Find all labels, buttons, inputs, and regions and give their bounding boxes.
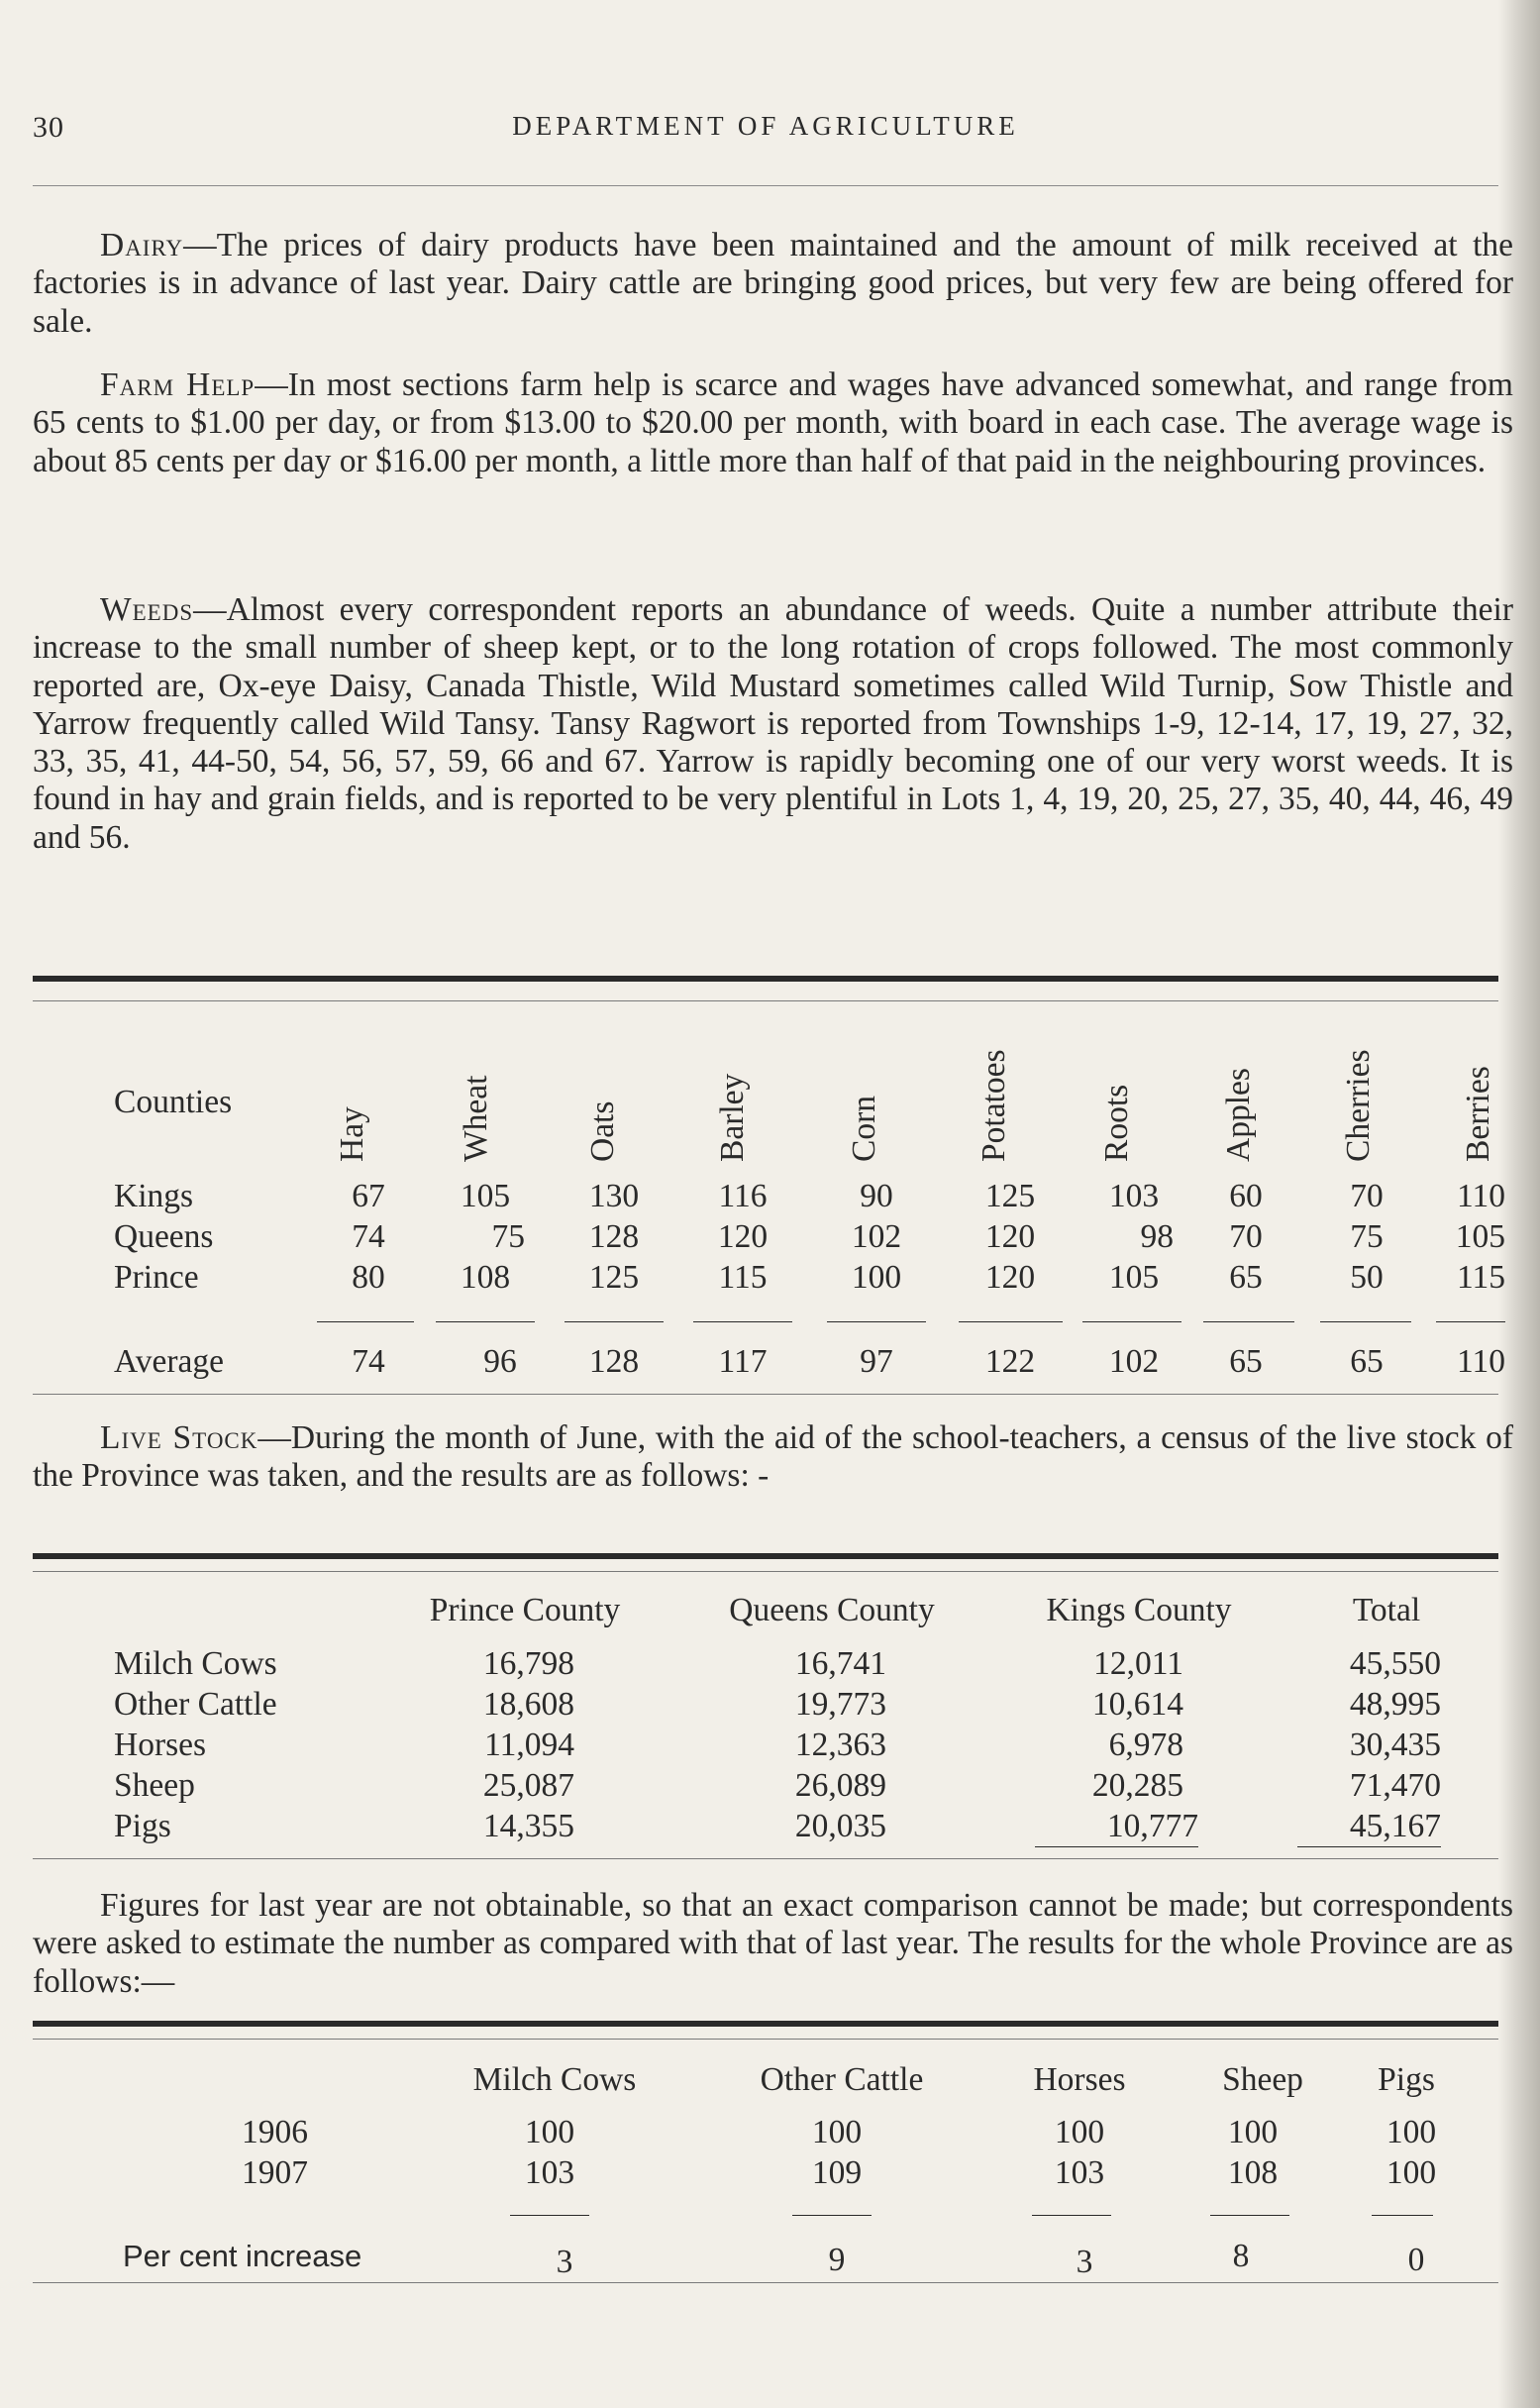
lead-weeds: Weeds xyxy=(100,591,194,628)
comparison-cell: 3 xyxy=(1076,2244,1093,2280)
crop-col-corn: Corn xyxy=(846,1096,882,1162)
crop-col-roots: Roots xyxy=(1098,1084,1135,1162)
sum-rule xyxy=(510,2215,589,2216)
census-cell: 45,550 xyxy=(1349,1645,1441,1682)
census-cell: 20,285 xyxy=(1091,1767,1183,1804)
census-cell: 45,167 xyxy=(1297,1807,1441,1847)
census-table-head-rule xyxy=(33,1571,1498,1572)
comparison-cell: 9 xyxy=(828,2242,846,2278)
comparison-col-horses: Horses xyxy=(1033,2061,1126,2098)
sum-rule xyxy=(693,1321,792,1322)
crop-cell: 70 xyxy=(1350,1178,1384,1214)
sum-rule xyxy=(1372,2215,1433,2216)
comparison-cell: 109 xyxy=(811,2154,863,2191)
page-header xyxy=(33,111,1498,160)
comparison-row-name: Per cent increase xyxy=(123,2239,362,2273)
crop-cell: 65 xyxy=(1350,1343,1384,1380)
census-table-bottom-rule xyxy=(33,1858,1498,1859)
census-row-name: Milch Cows xyxy=(114,1645,277,1682)
text-live-stock: —During the month of June, with the aid of the school-teachers, a census of the live stock of the Province was taken, and the results are as follows: - xyxy=(33,1419,1513,1495)
comparison-cell: 3 xyxy=(556,2244,573,2280)
census-cell: 48,995 xyxy=(1349,1686,1441,1723)
crop-cell: 110 xyxy=(1456,1178,1505,1214)
crop-row-name: Prince xyxy=(114,1259,199,1296)
crop-cell: 105 xyxy=(1108,1259,1160,1296)
comparison-cell: 8 xyxy=(1232,2238,1250,2274)
text-weeds: —Almost every correspondent reports an abundance of weeds. Quite a number attribute their increase to the small number of sheep kept, or to the long rotation of crops followed. The most commonly reported are, Ox-eye Daisy, Canada Thistle, Wild Mustard sometimes called Wild Turnip, Sow Thistle and Yarrow frequently called Wild Tansy. Tansy Ragwort is reported from Townships 1-9, 12-14, 17, 19, 27, 32, 33, 35, 41, 44-50, 54, 56, 57, 59, 66 and 67. Yarrow is rapidly becoming one of our very worst weeds. It is found in hay and grain fields, and is reported to be very plentiful in Lots 1, 4, 19, 20, 25, 27, 35, 40, 44, 46, 49 and 56. xyxy=(33,591,1513,856)
census-cell: 25,087 xyxy=(482,1767,574,1804)
crop-cell: 128 xyxy=(588,1343,640,1380)
census-row-name: Other Cattle xyxy=(114,1686,277,1723)
crop-col-potatoes: Potatoes xyxy=(975,1049,1012,1162)
crop-col-hay: Hay xyxy=(334,1106,370,1162)
census-cell: 12,011 xyxy=(1093,1645,1183,1682)
census-cell: 16,741 xyxy=(794,1645,886,1682)
census-cell: 11,094 xyxy=(484,1727,574,1763)
sum-rule xyxy=(317,1321,414,1322)
census-row-name: Horses xyxy=(114,1727,207,1763)
crop-cell: 98 xyxy=(1140,1218,1174,1255)
census-cell: 19,773 xyxy=(794,1686,886,1723)
crop-cell: 70 xyxy=(1229,1218,1263,1255)
lead-farm-help: Farm Help xyxy=(100,366,256,403)
crop-cell: 120 xyxy=(984,1218,1036,1255)
crop-cell: 125 xyxy=(588,1259,640,1296)
crop-col-cherries: Cherries xyxy=(1340,1049,1377,1162)
comparison-table-head-rule xyxy=(33,2039,1498,2040)
paragraph-weeds xyxy=(33,591,1513,857)
paragraph-figures xyxy=(33,1887,1513,2001)
page-number: 30 xyxy=(33,111,64,144)
crop-cell: 75 xyxy=(491,1218,525,1255)
crop-cell: 130 xyxy=(588,1178,640,1214)
crop-cell: 75 xyxy=(1350,1218,1384,1255)
crop-cell: 120 xyxy=(984,1259,1036,1296)
census-cell: 6,978 xyxy=(1108,1727,1183,1763)
census-col-total: Total xyxy=(1352,1592,1421,1628)
crop-row-name: Queens xyxy=(114,1218,214,1255)
crop-cell: 115 xyxy=(1456,1259,1505,1296)
crop-cell: 65 xyxy=(1229,1343,1263,1380)
census-cell: 12,363 xyxy=(794,1727,886,1763)
crop-col-wheat: Wheat xyxy=(458,1075,494,1162)
comparison-cell: 103 xyxy=(1054,2154,1105,2191)
crop-col-berries: Berries xyxy=(1460,1066,1496,1162)
comparison-col-milch-cows: Milch Cows xyxy=(472,2061,637,2098)
crop-cell: 108 xyxy=(460,1259,511,1296)
census-row-name: Sheep xyxy=(114,1767,195,1804)
crop-cell: 103 xyxy=(1108,1178,1160,1214)
census-cell: 10,614 xyxy=(1091,1686,1183,1723)
text-figures: Figures for last year are not obtainable, so that an exact comparison cannot be made; but correspondents were asked to estimate the number as compared with that of last year. The results for the whole Province are as follows:— xyxy=(33,1887,1513,2000)
crop-cell: 96 xyxy=(483,1343,517,1380)
crop-cell: 128 xyxy=(588,1218,640,1255)
crop-cell: 65 xyxy=(1229,1259,1263,1296)
crop-cell: 90 xyxy=(860,1178,893,1214)
sum-rule xyxy=(1210,2215,1289,2216)
crop-cell: 102 xyxy=(1108,1343,1160,1380)
crop-cell: 122 xyxy=(984,1343,1036,1380)
crop-row-name: Kings xyxy=(114,1178,194,1214)
text-farm-help: —In most sections farm help is scarce and wages have advanced somewhat, and range from 65 cents to $1.00 per day, or from $13.00 to $20.00 per month, with board in each case. The average wage is about 85 cents per day or $16.00 per month, a little more than half of that paid in the neighbouring provinces. xyxy=(33,366,1513,479)
census-cell: 10,777 xyxy=(1035,1807,1198,1847)
crop-col-apples: Apples xyxy=(1220,1068,1257,1162)
sum-rule xyxy=(436,1321,535,1322)
crop-col-oats: Oats xyxy=(584,1100,621,1162)
crop-cell: 105 xyxy=(460,1178,511,1214)
crop-row-name: Average xyxy=(114,1343,224,1380)
crop-cell: 115 xyxy=(718,1259,768,1296)
census-col-kings: Kings County xyxy=(1046,1592,1232,1628)
paragraph-farm-help xyxy=(33,366,1513,480)
census-table-top-rule xyxy=(33,1553,1498,1559)
census-cell: 30,435 xyxy=(1349,1727,1441,1763)
crop-table-row-header: Counties xyxy=(114,1084,233,1120)
comparison-cell: 100 xyxy=(811,2114,863,2150)
sum-rule xyxy=(827,1321,926,1322)
comparison-cell: 100 xyxy=(1386,2114,1437,2150)
census-cell: 20,035 xyxy=(794,1808,886,1844)
comparison-cell: 103 xyxy=(524,2154,575,2191)
sum-rule xyxy=(959,1321,1063,1322)
crop-cell: 117 xyxy=(718,1343,768,1380)
crop-cell: 105 xyxy=(1455,1218,1505,1255)
header-rule xyxy=(33,185,1498,186)
crop-cell: 97 xyxy=(860,1343,893,1380)
comparison-cell: 100 xyxy=(1386,2154,1437,2191)
sum-rule xyxy=(1320,1321,1411,1322)
census-cell: 18,608 xyxy=(482,1686,574,1723)
crop-cell: 67 xyxy=(352,1178,385,1214)
paragraph-dairy xyxy=(33,227,1513,341)
crop-cell: 100 xyxy=(851,1259,902,1296)
text-dairy: —The prices of dairy products have been maintained and the amount of milk received at the factories is in advance of last year. Dairy cattle are bringing good prices, but very few are being offered for sale. xyxy=(33,227,1513,340)
sum-rule xyxy=(1203,1321,1294,1322)
census-cell: 26,089 xyxy=(794,1767,886,1804)
crop-table-top-rule xyxy=(33,976,1498,982)
crop-cell: 120 xyxy=(717,1218,769,1255)
crop-cell: 80 xyxy=(352,1259,385,1296)
lead-dairy: Dairy xyxy=(100,227,184,263)
crop-cell: 74 xyxy=(352,1218,385,1255)
crop-cell: 125 xyxy=(984,1178,1036,1214)
crop-table-head-rule xyxy=(33,1000,1498,1001)
comparison-col-pigs: Pigs xyxy=(1378,2061,1435,2098)
comparison-cell: 100 xyxy=(1054,2114,1105,2150)
running-head: DEPARTMENT OF AGRICULTURE xyxy=(512,111,1019,141)
crop-cell: 50 xyxy=(1350,1259,1384,1296)
crop-col-barley: Barley xyxy=(714,1073,751,1162)
census-col-queens: Queens County xyxy=(729,1592,935,1628)
comparison-cell: 100 xyxy=(1227,2114,1279,2150)
sum-rule xyxy=(792,2215,872,2216)
comparison-row-name: 1907 xyxy=(242,2154,308,2191)
comparison-col-other-cattle: Other Cattle xyxy=(760,2061,924,2098)
census-cell: 16,798 xyxy=(482,1645,574,1682)
census-cell: 14,355 xyxy=(482,1808,574,1844)
paragraph-live-stock xyxy=(33,1419,1513,1496)
crop-cell: 102 xyxy=(851,1218,902,1255)
census-row-name: Pigs xyxy=(114,1808,171,1844)
comparison-cell: 0 xyxy=(1407,2242,1425,2278)
sum-rule xyxy=(1032,2215,1111,2216)
sum-rule xyxy=(1436,1321,1505,1322)
crop-table-bottom-rule xyxy=(33,1394,1498,1395)
crop-cell: 110 xyxy=(1456,1343,1505,1380)
crop-cell: 74 xyxy=(352,1343,385,1380)
census-col-prince: Prince County xyxy=(429,1592,621,1628)
census-cell: 71,470 xyxy=(1349,1767,1441,1804)
comparison-cell: 100 xyxy=(524,2114,575,2150)
sum-rule xyxy=(1082,1321,1181,1322)
comparison-col-sheep: Sheep xyxy=(1222,2061,1303,2098)
comparison-table-top-rule xyxy=(33,2021,1498,2027)
crop-cell: 116 xyxy=(718,1178,768,1214)
comparison-cell: 108 xyxy=(1227,2154,1279,2191)
comparison-row-name: 1906 xyxy=(242,2114,308,2150)
crop-cell: 60 xyxy=(1229,1178,1263,1214)
sum-rule xyxy=(565,1321,664,1322)
comparison-table-bottom-rule xyxy=(33,2282,1498,2283)
lead-live-stock: Live Stock xyxy=(100,1419,258,1456)
